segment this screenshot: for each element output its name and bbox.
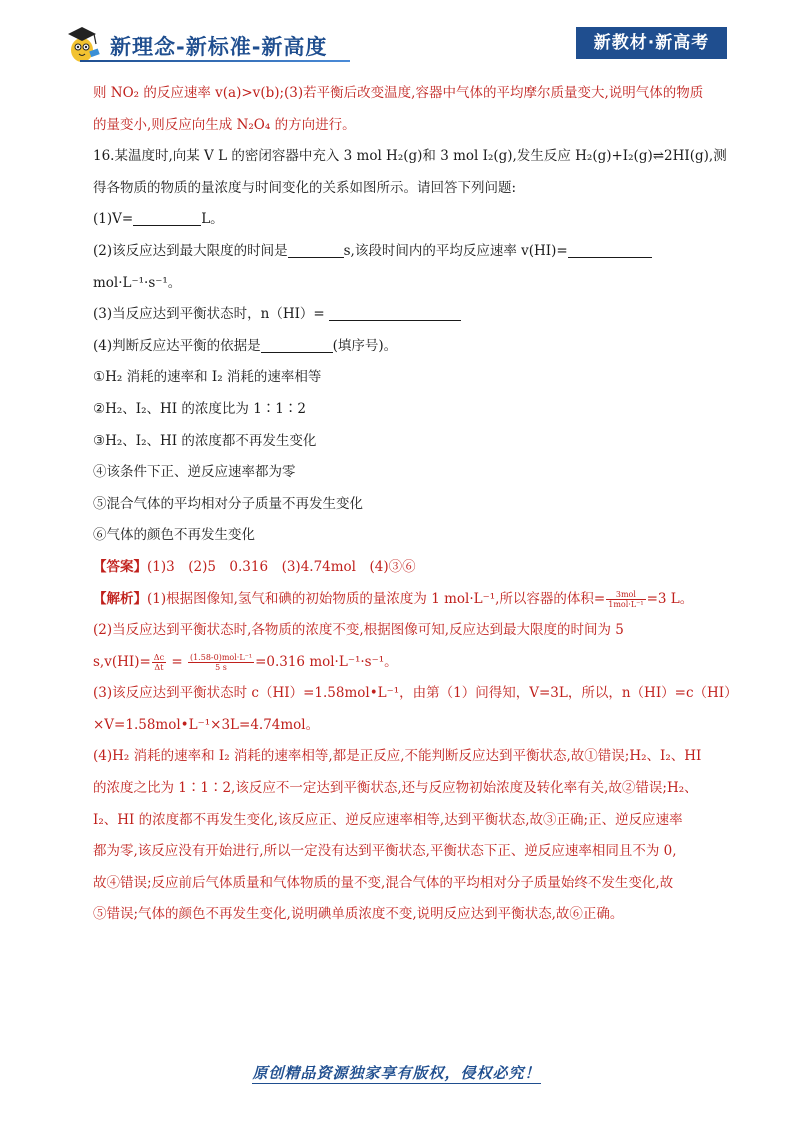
analysis-line: 都为零,该反应没有开始进行,所以一定没有达到平衡状态,平衡状态下正、逆反应速率相同且不为 0,	[93, 843, 677, 860]
header-badge: 新教材·新高考	[576, 27, 727, 59]
copyright-footer	[0, 1062, 793, 1083]
option-item: ⑥气体的颜色不再发生变化	[93, 527, 255, 544]
header-slogan: 新理念-新标准-新高度	[110, 35, 328, 59]
analysis-text: s,v(HI)=	[93, 653, 151, 670]
sub-question-3	[93, 299, 703, 331]
header-underline	[80, 60, 350, 62]
q2-unit: mol·L⁻¹·s⁻¹。	[93, 274, 182, 291]
question-stem: 16.某温度时,向某 V L 的密闭容器中充入 3 mol H₂(g)和 3 mol I₂(g),发生反应 H₂(g)+I₂(g)⇌2HI(g),测	[93, 148, 727, 165]
q2-middle: s,该段时间内的平均反应速率 v(HI)=	[343, 242, 568, 259]
answer-blank[interactable]	[261, 337, 333, 353]
analysis-text: =	[167, 653, 187, 670]
analysis-line: ×V=1.58mol•L⁻¹×3L=4.74mol。	[93, 716, 320, 733]
analysis-line: 故④错误;反应前后气体质量和气体物质的量不变,混合气体的平均相对分子质量始终不发生变化,故	[93, 874, 674, 891]
page-header	[0, 0, 793, 70]
q3-prefix: (3)当反应达到平衡状态时，n（HI）=	[93, 306, 325, 323]
analysis-line: 的浓度之比为 1∶1∶2,该反应不一定达到平衡状态,还与反应物初始浓度及转化率有关,故②错误;H₂、	[93, 780, 698, 797]
copyright-text: 原创精品资源独家享有版权，侵权必究！	[252, 1064, 541, 1082]
q1-prefix: (1)V=	[93, 211, 134, 228]
fraction: $\frac{\Delta c}{\Delta t}$	[153, 652, 165, 672]
option-item: ③H₂、I₂、HI 的浓度都不再发生变化	[93, 432, 317, 449]
fraction: $\frac{\text{3mol}}{\text{1mol·L⁻¹}}$	[608, 589, 644, 609]
answer-blank[interactable]	[329, 305, 461, 321]
analysis-text: (1)根据图像知,氢气和碘的初始物质的量浓度为 1 mol·L⁻¹,所以容器的体积=	[147, 590, 606, 607]
answer-line	[93, 552, 703, 584]
analysis-line: (2)当反应达到平衡状态时,各物质的浓度不变,根据图像可知,反应达到最大限度的时间为 5	[93, 622, 624, 639]
option-item: ⑤混合气体的平均相对分子质量不再发生变化	[93, 495, 363, 512]
analysis-label: 【解析】	[93, 590, 147, 607]
prev-answer-line: 则 NO₂ 的反应速率 v(a)>v(b);(3)若平衡后改变温度,容器中气体的平均摩尔质量变大,说明气体的物质	[93, 85, 704, 101]
analysis-line: (4)H₂ 消耗的速率和 I₂ 消耗的速率相等,都是正反应,不能判断反应达到平衡状态,故①错误;H₂、I₂、HI	[93, 748, 702, 765]
analysis-text: =0.316 mol·L⁻¹·s⁻¹。	[255, 653, 398, 670]
analysis-line: (3)该反应达到平衡状态时 c（HI）=1.58mol•L⁻¹，由第（1）问得知，V=3L，所以，n（HI）=c（HI）	[93, 685, 738, 702]
analysis-line: I₂、HI 的浓度都不再发生变化,该反应正、逆反应速率相等,达到平衡状态,故③正确;正、逆反应速率	[93, 811, 683, 828]
answer-blank[interactable]	[133, 210, 201, 226]
analysis-line	[93, 584, 703, 616]
option-item: ④该条件下正、逆反应速率都为零	[93, 464, 296, 481]
question-stem: 得各物质的物质的量浓度与时间变化的关系如图所示。请回答下列问题:	[93, 179, 517, 196]
q4-prefix: (4)判断反应达平衡的依据是	[93, 337, 261, 354]
answer-label: 【答案】	[93, 558, 147, 575]
option-item: ①H₂ 消耗的速率和 I₂ 消耗的速率相等	[93, 369, 322, 386]
analysis-text: =3 L。	[646, 590, 694, 607]
document-body	[93, 78, 738, 931]
option-item: ②H₂、I₂、HI 的浓度比为 1∶1∶2	[93, 400, 306, 417]
answer-blank[interactable]	[288, 242, 344, 258]
q4-suffix: (填序号)。	[332, 337, 398, 354]
answer-text: (1)3 (2)5 0.316 (3)4.74mol (4)③⑥	[147, 558, 416, 575]
sub-question-2	[93, 236, 703, 268]
q2-prefix: (2)该反应达到最大限度的时间是	[93, 242, 288, 259]
answer-blank[interactable]	[568, 242, 652, 258]
analysis-line	[93, 647, 703, 679]
sub-question-1	[93, 204, 703, 236]
q1-suffix: L。	[201, 211, 224, 228]
sub-question-4	[93, 331, 703, 363]
analysis-line: ⑤错误;气体的颜色不再发生变化,说明碘单质浓度不变,说明反应达到平衡状态,故⑥正确。	[93, 906, 624, 923]
fraction: $\frac{\text{(1.58-0)mol·L⁻¹}}{5 s}$	[189, 652, 253, 672]
prev-answer-line: 的量变小,则反应向生成 N₂O₄ 的方向进行。	[93, 116, 356, 133]
